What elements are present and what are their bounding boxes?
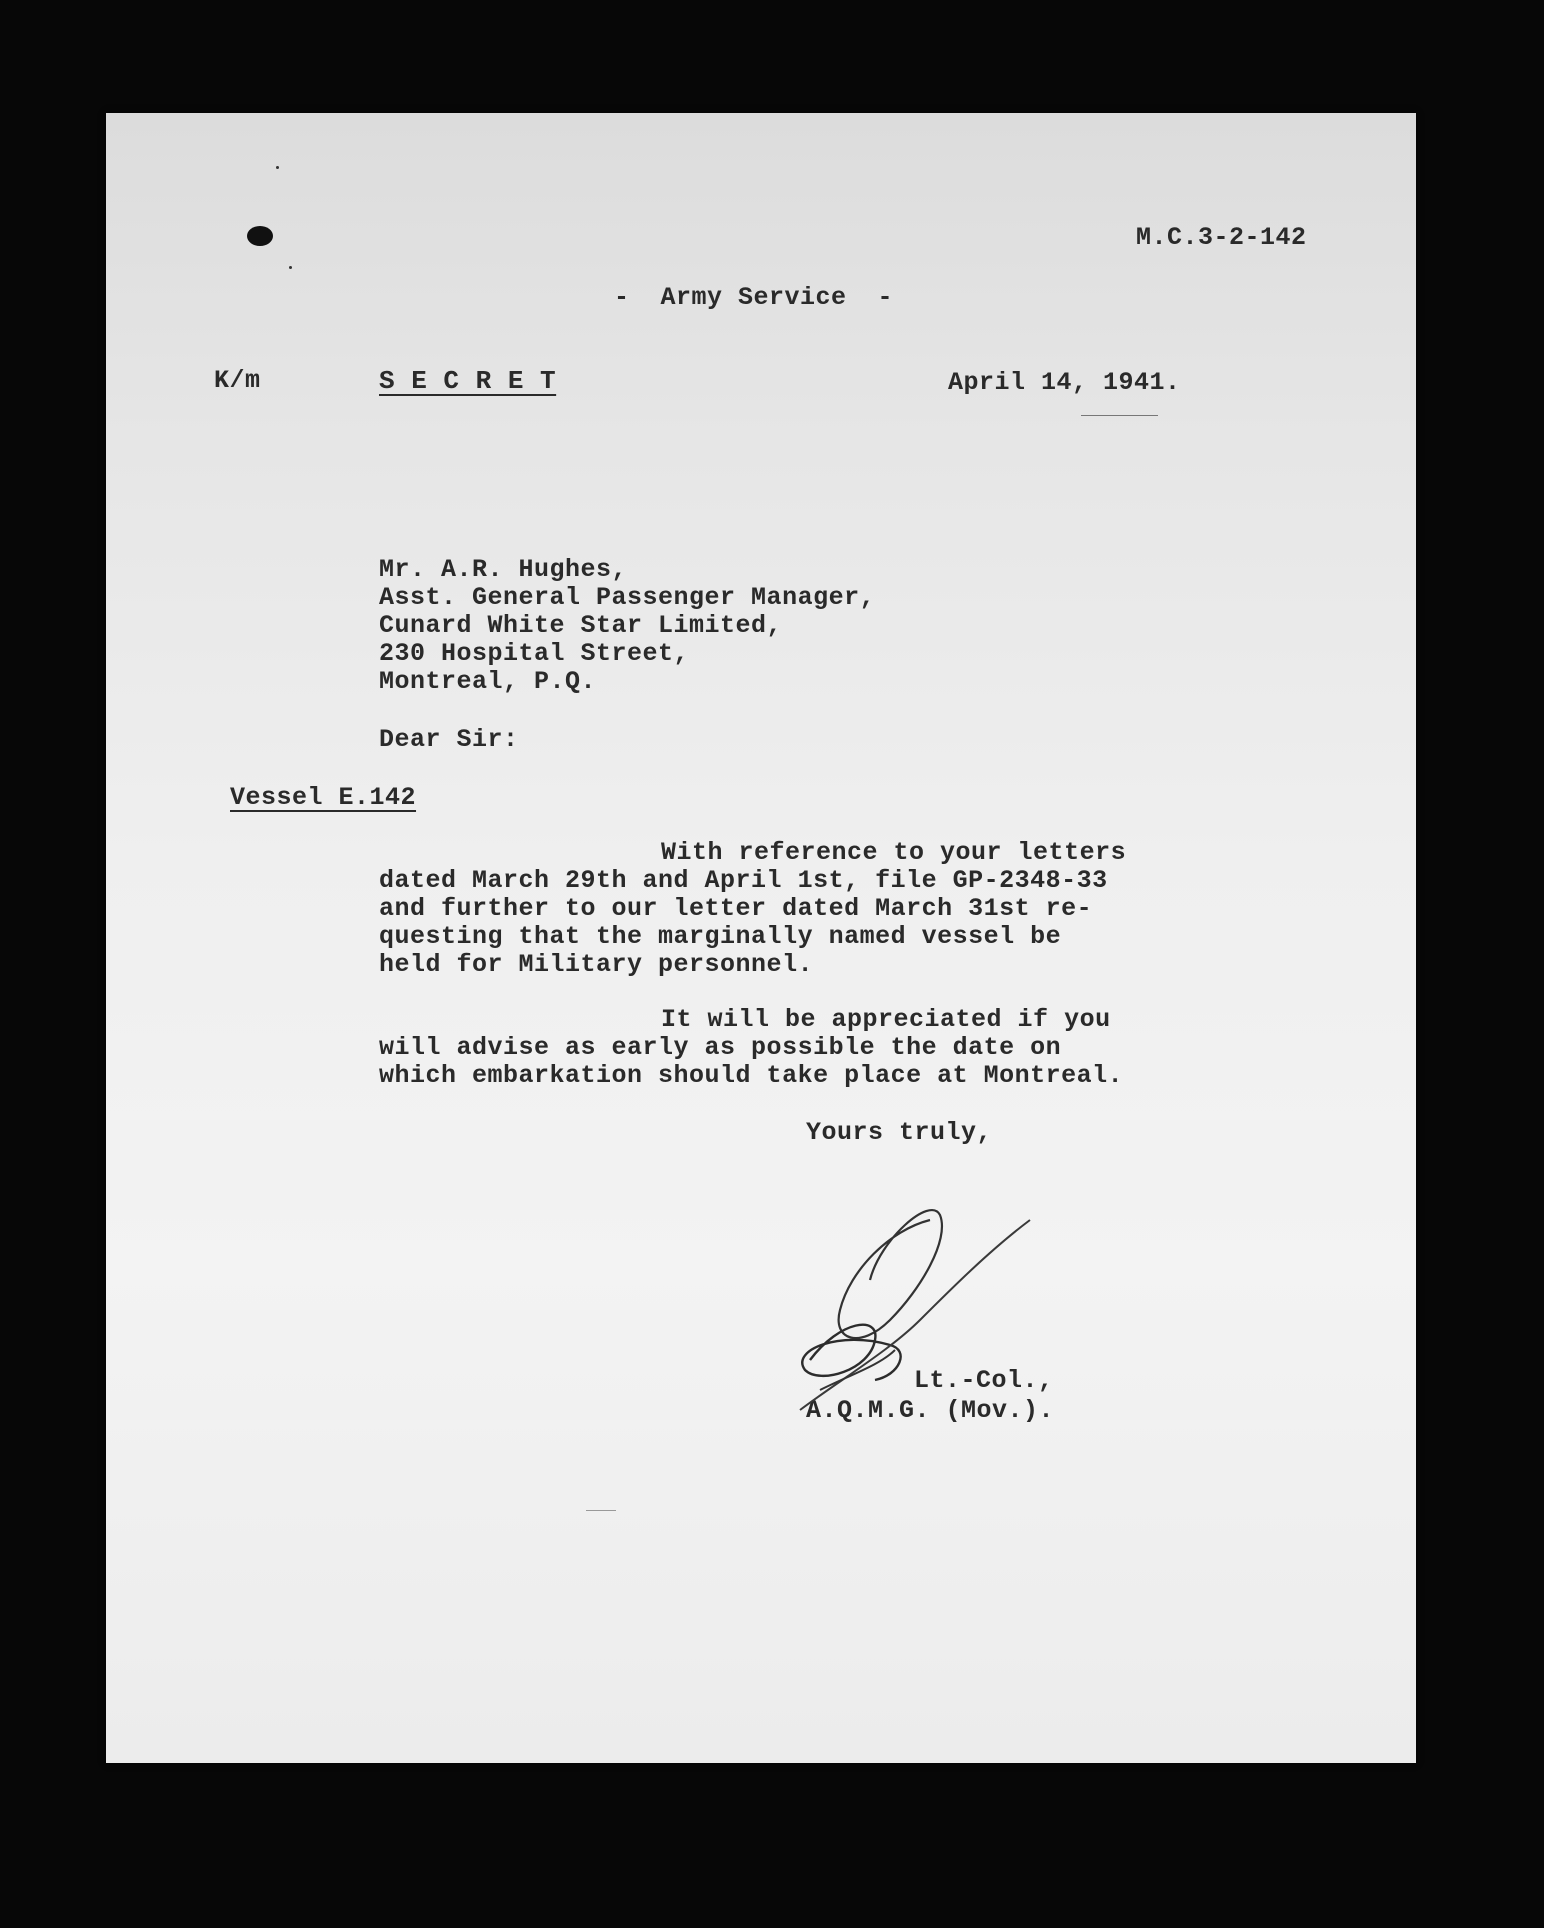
classification-secret: S E C R E T: [379, 366, 557, 396]
recipient-title: Asst. General Passenger Manager,: [379, 583, 876, 612]
date-rule: [1081, 415, 1158, 416]
department-header: - Army Service -: [614, 283, 894, 312]
marginal-note: Vessel E.142: [230, 783, 417, 812]
handwritten-signature: [780, 1200, 1060, 1440]
paragraph1-line5: held for Military personnel.: [379, 950, 814, 979]
letter-date: April 14, 1941.: [948, 368, 1181, 397]
paragraph1-line1: With reference to your letters: [661, 838, 1127, 867]
letter-page: [106, 113, 1416, 1763]
ink-blot: [247, 226, 273, 246]
closing: Yours truly,: [806, 1118, 993, 1147]
signature-rank: Lt.-Col.,: [914, 1366, 1054, 1395]
recipient-city: Montreal, P.Q.: [379, 667, 597, 696]
paragraph1-line3: and further to our letter dated March 31st re-: [379, 894, 1093, 923]
recipient-street: 230 Hospital Street,: [379, 639, 690, 668]
paragraph1-line4: questing that the marginally named vessel be: [379, 922, 1062, 951]
signature-title: A.Q.M.G. (Mov.).: [806, 1396, 1055, 1425]
typist-initials: K/m: [214, 366, 261, 395]
paragraph2-line3: which embarkation should take place at Montreal.: [379, 1061, 1124, 1090]
file-number: M.C.3-2-142: [1136, 223, 1307, 252]
paragraph1-line2: dated March 29th and April 1st, file GP-2348-33: [379, 866, 1108, 895]
salutation: Dear Sir:: [379, 725, 519, 754]
paragraph2-line2: will advise as early as possible the date on: [379, 1033, 1062, 1062]
recipient-company: Cunard White Star Limited,: [379, 611, 783, 640]
recipient-name: Mr. A.R. Hughes,: [379, 555, 628, 584]
paper-speck: [289, 266, 292, 269]
paragraph2-line1: It will be appreciated if you: [661, 1005, 1111, 1034]
paper-speck: [276, 166, 279, 169]
page-mark: [586, 1510, 616, 1511]
